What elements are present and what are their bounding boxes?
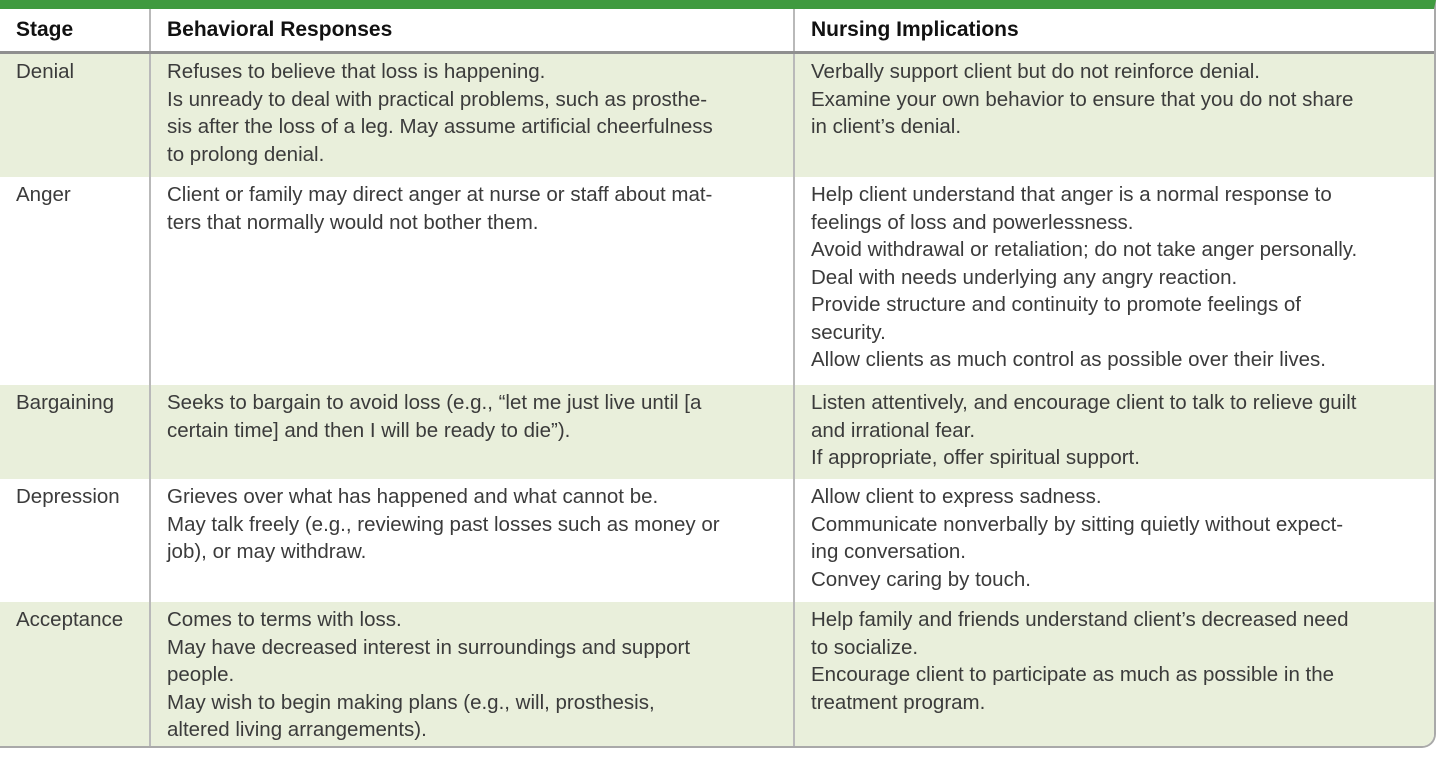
stage-cell: Anger [0,177,150,385]
behavioral-cell [150,53,794,178]
behavioral-cell [150,479,794,602]
nursing-line: If appropriate, offer spiritual support. [811,446,1140,469]
nursing-cell [794,385,1434,479]
nursing-line: Verbally support client but do not reinforce denial. [811,60,1260,83]
behavioral-line: to prolong denial. [167,142,325,166]
behavioral-cell [150,177,794,385]
behavioral-line: May wish to begin making plans (e.g., will, prosthesis, [167,690,655,714]
behavioral-line: Is unready to deal with practical problems, such as prosthe- [167,87,708,111]
nursing-line: Help client understand that anger is a normal response to [811,183,1332,206]
nursing-line: Avoid withdrawal or retaliation; do not take anger personally. [811,238,1358,261]
behavioral-cell [150,602,794,748]
behavioral-line: Client or family may direct anger at nurse or staff about mat- [167,183,713,206]
nursing-line: feelings of loss and powerlessness. [811,210,1134,234]
nursing-line: Examine your own behavior to ensure that you do not share [811,87,1354,111]
nursing-line: Deal with needs underlying any angry reaction. [811,265,1238,289]
table-row [0,177,1434,385]
behavioral-line: Comes to terms with loss. [167,608,402,631]
table-header-row [0,9,1434,53]
behavioral-line: May talk freely (e.g., reviewing past losses such as money or [167,512,720,536]
stage-cell: Bargaining [0,385,150,479]
nursing-line: Allow clients as much control as possible over their lives. [811,348,1326,371]
behavioral-cell [150,385,794,479]
table-row [0,53,1434,178]
nursing-line: treatment program. [811,690,986,714]
behavioral-line: Grieves over what has happened and what cannot be. [167,485,659,508]
behavioral-line: Refuses to believe that loss is happening. [167,60,546,83]
behavioral-line: sis after the loss of a leg. May assume artificial cheerfulness [167,115,713,138]
nursing-line: ing conversation. [811,540,966,563]
nursing-line: Provide structure and continuity to promote feelings of [811,293,1301,316]
nursing-line: Encourage client to participate as much as possible in the [811,663,1335,686]
grief-stages-table [0,9,1434,748]
nursing-line: and irrational fear. [811,418,976,442]
nursing-line: in client’s denial. [811,115,962,138]
behavioral-line: job), or may withdraw. [167,540,367,563]
nursing-line: Convey caring by touch. [811,567,1031,591]
behavioral-line: people. [167,663,235,686]
table-row [0,602,1434,748]
stage-cell: Denial [0,53,150,178]
nursing-line: security. [811,320,886,344]
nursing-line: to socialize. [811,635,919,659]
header-nursing-implications: Nursing Implications [794,9,1434,53]
table-row [0,479,1434,602]
behavioral-line: May have decreased interest in surroundings and support [167,635,691,659]
behavioral-line: Seeks to bargain to avoid loss (e.g., “let me just live until [a [167,391,702,414]
header-behavioral-responses: Behavioral Responses [150,9,794,53]
nursing-cell [794,602,1434,748]
stage-cell: Acceptance [0,602,150,748]
behavioral-line: certain time] and then I will be ready to die”). [167,418,571,442]
nursing-line: Help family and friends understand client’s decreased need [811,608,1349,631]
nursing-line: Allow client to express sadness. [811,485,1102,508]
behavioral-line: ters that normally would not bother them. [167,210,539,234]
behavioral-line: altered living arrangements). [167,718,427,741]
nursing-cell [794,479,1434,602]
nursing-cell [794,177,1434,385]
header-stage: Stage [0,9,150,53]
nursing-cell [794,53,1434,178]
table-row [0,385,1434,479]
nursing-line: Communicate nonverbally by sitting quietly without expect- [811,512,1344,536]
nursing-line: Listen attentively, and encourage client to talk to relieve guilt [811,391,1357,414]
stage-cell: Depression [0,479,150,602]
